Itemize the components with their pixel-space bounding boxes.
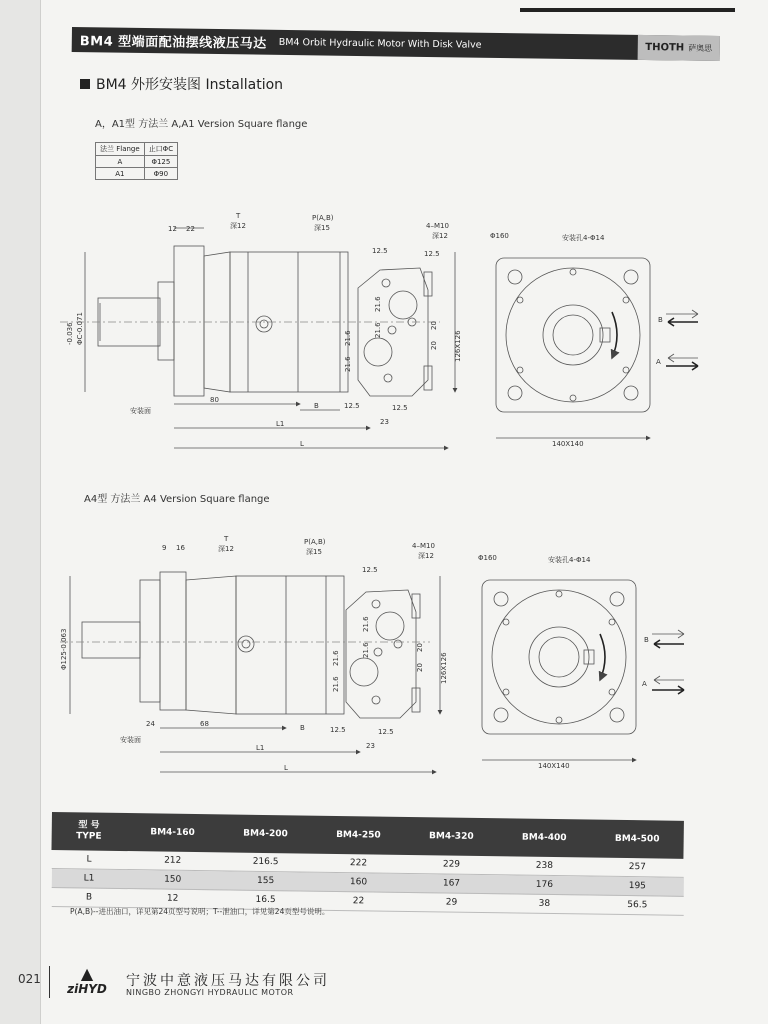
brand-name: THOTH bbox=[645, 42, 685, 54]
shaft-b bbox=[82, 622, 140, 658]
dim-216-2-a: 21.6 bbox=[374, 322, 382, 338]
dim-125-top-b: 12.5 bbox=[362, 566, 378, 574]
dim-20-1-a: 20 bbox=[430, 321, 438, 330]
dim-216-1-b: 21.6 bbox=[362, 616, 370, 632]
table-cell: 12 bbox=[166, 893, 179, 904]
label-p-b: P(A,B) bbox=[304, 538, 326, 546]
col-header: BM4-160 bbox=[150, 827, 195, 838]
dim-80-a: 80 bbox=[210, 396, 219, 404]
flange-header-1: 法兰 Flange bbox=[96, 143, 145, 156]
phi160-b: Φ160 bbox=[478, 554, 497, 562]
holes-a: 安装孔4-Φ14 bbox=[562, 234, 605, 242]
label-m-depth-a: 深12 bbox=[432, 232, 448, 240]
dim-16-b: 16 bbox=[176, 544, 185, 552]
table-cell: 155 bbox=[256, 875, 275, 887]
col-header: BM4-250 bbox=[336, 829, 381, 841]
end-view-b bbox=[482, 580, 684, 760]
mount-face-a: 安装面 bbox=[130, 407, 151, 415]
dim-l-a: L bbox=[300, 440, 304, 448]
dim-l1-a: L1 bbox=[276, 420, 285, 428]
dim-l-b: L bbox=[284, 764, 288, 772]
flange-b bbox=[160, 572, 186, 710]
table-cell: 22 bbox=[352, 896, 365, 907]
table-cell: 257 bbox=[628, 862, 646, 873]
dim-12-a: 12 bbox=[168, 225, 177, 233]
flange-a bbox=[174, 246, 204, 396]
type-label-en: TYPE bbox=[76, 831, 102, 842]
dim-125-bottom2-b: 12.5 bbox=[378, 728, 394, 736]
dim-125-bottom-a: 12.5 bbox=[344, 402, 360, 410]
size-b: 140X140 bbox=[538, 762, 570, 770]
dim-68-b: 68 bbox=[200, 720, 209, 728]
holes-b: 安装孔4-Φ14 bbox=[548, 556, 591, 564]
dim-216-4-b: 21.6 bbox=[332, 676, 340, 692]
dim-216-3-b: 21.6 bbox=[332, 650, 340, 666]
valve-plate-a bbox=[358, 268, 428, 396]
company-logo bbox=[62, 966, 112, 996]
flange-cell: Φ90 bbox=[144, 168, 177, 180]
port-label-b-a: B bbox=[658, 316, 663, 324]
table-cell: 212 bbox=[164, 855, 182, 866]
type-label-cn: 型 号 bbox=[78, 820, 100, 831]
port-b-a bbox=[389, 291, 417, 319]
dim-20-2-a: 20 bbox=[430, 341, 438, 350]
table-cell: 16.5 bbox=[255, 894, 276, 906]
dim-22-a: 22 bbox=[186, 225, 195, 233]
dim-b-b: B bbox=[300, 724, 305, 732]
col-header: BM4-200 bbox=[243, 828, 288, 840]
title-cn: BM4 型端面配油摆线液压马达 bbox=[79, 34, 267, 52]
port-label-b-b: B bbox=[644, 636, 649, 644]
label-t-depth-b: 深12 bbox=[218, 545, 234, 553]
mount-face-b: 安装面 bbox=[120, 736, 141, 744]
flange-cell: Φ125 bbox=[144, 156, 177, 168]
row-label: L1 bbox=[83, 873, 95, 884]
table-cell: 222 bbox=[349, 858, 368, 869]
dim-216-3-a: 21.6 bbox=[344, 330, 352, 346]
arrow-a-out-a bbox=[668, 354, 698, 362]
phi160-a: Φ160 bbox=[490, 232, 509, 240]
dim-125-top-a: 12.5 bbox=[372, 247, 388, 255]
table-cell: 150 bbox=[164, 874, 182, 885]
port-note: P(A,B)--进出油口，详见第24页型号说明；T--泄油口，详见第24页型号说明。 bbox=[70, 907, 330, 916]
arrow-b-in-a bbox=[668, 318, 698, 326]
col-header: BM4-320 bbox=[428, 831, 474, 842]
caption-b: A4型 方法兰 A4 Version Square flange bbox=[84, 494, 270, 505]
drain-port-b bbox=[238, 636, 254, 652]
flange-cell: A1 bbox=[96, 168, 145, 180]
table-cell: 56.5 bbox=[627, 900, 648, 911]
side-view-a bbox=[60, 228, 455, 448]
end-view-a bbox=[496, 258, 698, 438]
label-p-a: P(A,B) bbox=[312, 214, 334, 222]
title-en: BM4 Orbit Hydraulic Motor With Disk Valve bbox=[278, 36, 482, 51]
page-number: 021 bbox=[18, 972, 41, 986]
label-m-a: 4–M10 bbox=[426, 222, 449, 230]
tol-1-a: -0.036 bbox=[66, 322, 74, 345]
table-cell: 229 bbox=[442, 859, 461, 870]
table-cell: 160 bbox=[349, 877, 368, 888]
footer bbox=[18, 966, 758, 1006]
body-b bbox=[236, 576, 344, 714]
arrow-a-in-a bbox=[666, 362, 698, 370]
dim-20-1-b: 20 bbox=[416, 643, 424, 652]
drain-port-a bbox=[256, 316, 272, 332]
label-m-depth-b: 深12 bbox=[418, 552, 434, 560]
port-a-a bbox=[364, 338, 392, 366]
col-header: BM4-400 bbox=[521, 832, 567, 844]
tol-2-a: ΦC-0.071 bbox=[76, 312, 84, 345]
label-p-depth-a: 深15 bbox=[314, 224, 330, 232]
label-m-b: 4–M10 bbox=[412, 542, 435, 550]
table-cell: 38 bbox=[538, 898, 551, 909]
dim-23-a: 23 bbox=[380, 418, 389, 426]
table-cell: 238 bbox=[535, 860, 554, 871]
table-cell: 167 bbox=[442, 878, 461, 889]
dim-9-b: 9 bbox=[162, 544, 167, 552]
type-header bbox=[52, 820, 127, 843]
logo-mark-icon: ▲ bbox=[80, 964, 94, 983]
row-label: B bbox=[85, 892, 93, 903]
table-cell: 195 bbox=[628, 881, 646, 892]
dim-23-b: 23 bbox=[366, 742, 375, 750]
caption-a: A，A1型 方法兰 A,A1 Version Square flange bbox=[95, 119, 308, 130]
flange-header-2: 止口ΦC bbox=[144, 143, 177, 156]
label-t-a: T bbox=[236, 212, 241, 220]
port-label-a-b: A bbox=[642, 680, 647, 688]
dim-125-bottom-b: 12.5 bbox=[330, 726, 346, 734]
dim-24-b: 24 bbox=[146, 720, 155, 728]
port-b-b bbox=[376, 612, 404, 640]
col-header: BM4-500 bbox=[614, 833, 660, 845]
housing-b bbox=[186, 576, 236, 714]
table-cell: 29 bbox=[445, 897, 458, 908]
logo-text: ziHYD bbox=[67, 982, 107, 996]
dim-l1-b: L1 bbox=[256, 744, 265, 752]
flange-cell: A bbox=[96, 156, 145, 168]
company-name-cn: 宁波中意液压马达有限公司 bbox=[126, 973, 330, 989]
section-title-text: BM4 外形安装图 Installation bbox=[96, 77, 284, 93]
port-a-b bbox=[350, 658, 378, 686]
dim-216-2-b: 21.6 bbox=[362, 642, 370, 658]
dim-125-bottom2-a: 12.5 bbox=[392, 404, 408, 412]
footer-divider bbox=[49, 966, 50, 998]
arrow-b-out-a bbox=[666, 310, 698, 318]
square-flange-a bbox=[496, 258, 650, 412]
table-cell: 176 bbox=[535, 879, 554, 890]
square-flange-b bbox=[482, 580, 636, 734]
tol-b: Φ125-0.063 bbox=[60, 628, 68, 670]
dim-126-b: 126X126 bbox=[440, 652, 448, 684]
label-t-b: T bbox=[224, 535, 229, 543]
spec-table bbox=[52, 812, 684, 911]
row-label: L bbox=[86, 854, 92, 865]
dim-216-1-a: 21.6 bbox=[374, 296, 382, 312]
dim-125-right-a: 12.5 bbox=[424, 250, 440, 258]
port-label-a-a: A bbox=[656, 358, 661, 366]
label-p-depth-b: 深15 bbox=[306, 548, 322, 556]
brand-name-cn: 萨奥思 bbox=[688, 43, 713, 53]
pilot-b bbox=[140, 580, 160, 702]
company-name-en: NINGBO ZHONGYI HYDRAULIC MOTOR bbox=[126, 988, 294, 997]
dim-216-4-a: 21.6 bbox=[344, 356, 352, 372]
dim-20-2-b: 20 bbox=[416, 663, 424, 672]
size-a: 140X140 bbox=[552, 440, 584, 448]
dim-126-a: 126X126 bbox=[454, 330, 462, 362]
label-t-depth-a: 深12 bbox=[230, 222, 246, 230]
side-view-b bbox=[60, 572, 440, 772]
table-cell: 216.5 bbox=[252, 856, 279, 868]
dim-b-a: B bbox=[314, 402, 319, 410]
